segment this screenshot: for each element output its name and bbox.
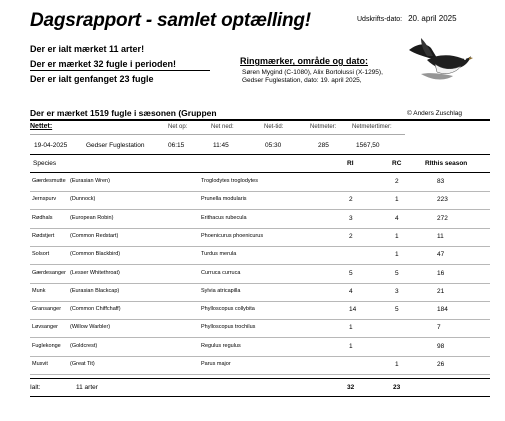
species-latin-name: Regulus regulus (201, 342, 241, 349)
species-english-name: (Lesser Whitethroat) (70, 269, 120, 276)
species-english-name: (Common Blackbird) (70, 251, 121, 258)
rc-count: 4 (395, 214, 399, 222)
totals-rc: 23 (393, 384, 401, 391)
net-date: 19-04-2025 (34, 142, 68, 149)
ri-count: 5 (349, 269, 353, 277)
net-up-header: Net op: (168, 124, 188, 130)
species-english-name: (Great Tit) (70, 361, 95, 367)
species-danish-name: Gærdesanger (32, 269, 66, 276)
ri-count: 1 (349, 342, 353, 350)
net-time-header: Net-tid: (264, 124, 284, 130)
net-up-value: 06:15 (168, 142, 185, 149)
summary-recaptured: Der er ialt genfanget 23 fugle (30, 74, 154, 84)
col-species: Species (33, 160, 57, 167)
ri-count: 3 (349, 214, 353, 222)
rc-count: 5 (395, 269, 399, 277)
species-danish-name: Fuglekonge (32, 342, 61, 349)
species-danish-name: Rødstjert (32, 232, 55, 239)
net-down-header: Net ned: (211, 124, 234, 130)
rc-count: 1 (395, 361, 399, 368)
net-time-value: 05:30 (265, 142, 282, 149)
ri-count: 1 (349, 324, 353, 332)
ri-count: 14 (349, 306, 357, 314)
season-count: 11 (437, 232, 444, 240)
species-english-name: (Eurasian Wren) (70, 178, 110, 184)
table-row-divider (30, 301, 490, 302)
species-danish-name: Gærdesmutte (32, 178, 66, 184)
table-row-divider (30, 337, 490, 338)
ringers-heading: Ringmærker, område og dato: (240, 56, 369, 66)
species-english-name: (Eurasian Blackcap) (70, 287, 120, 294)
print-date (357, 14, 457, 23)
table-row-divider (30, 374, 490, 375)
print-date-label: Udskrifts-dato: (357, 16, 403, 23)
rc-count: 1 (395, 196, 399, 204)
species-latin-name: Prunella modularis (201, 196, 247, 203)
table-row-divider (30, 228, 490, 229)
net-label: Nettet: (30, 123, 53, 130)
season-count: 21 (437, 287, 445, 295)
species-latin-name: Turdus merula (201, 251, 237, 258)
species-english-name: (Goldcrest) (70, 342, 98, 349)
bird-logo-icon (407, 36, 473, 86)
species-danish-name: Løvsanger (32, 324, 58, 331)
totals-label: Ialt: (30, 384, 41, 391)
season-count: 26 (437, 361, 445, 368)
species-danish-name: Jernspurv (32, 196, 57, 203)
net-meter-header: Netmeter: (310, 124, 337, 130)
species-latin-name: Phylloscopus trochilus (201, 324, 256, 331)
table-header-divider (30, 172, 490, 173)
rc-count: 5 (395, 306, 399, 314)
summary-species: Der er ialt mærket 11 arter! (30, 44, 145, 54)
species-english-name: (European Robin) (70, 214, 114, 221)
species-latin-name: Phylloscopus collybita (201, 306, 255, 313)
summary-marked: Der er mærket 32 fugle i perioden! (30, 59, 177, 69)
totals-species-count: 11 arter (76, 384, 98, 391)
section-divider (30, 119, 490, 121)
species-danish-name: Rødhals (32, 214, 53, 221)
rc-count: 2 (395, 178, 399, 185)
table-row-divider (30, 191, 490, 192)
ri-count: 2 (349, 232, 353, 240)
totals-bottom-divider (30, 396, 490, 397)
net-meter-value: 285 (318, 142, 329, 149)
rc-count: 1 (395, 251, 399, 259)
net-divider (30, 154, 490, 155)
species-english-name: (Common Chiffchaff) (70, 306, 121, 313)
species-danish-name: Musvit (32, 361, 48, 367)
net-place: Gedser Fuglestation (86, 142, 145, 149)
species-danish-name: Solsort (32, 251, 50, 258)
season-count: 7 (437, 324, 441, 332)
col-rc: RC (392, 160, 402, 167)
season-count: 98 (437, 342, 445, 350)
species-latin-name: Troglodytes troglodytes (201, 178, 258, 184)
season-count: 83 (437, 178, 445, 185)
species-latin-name: Phoenicurus phoenicurus (201, 232, 264, 239)
ri-count: 2 (349, 196, 353, 204)
species-latin-name: Sylvia atricapilla (201, 287, 241, 294)
report-title: Dagsrapport - samlet optælling! (30, 10, 311, 31)
species-danish-name: Munk (32, 287, 46, 294)
season-count: 223 (437, 196, 448, 204)
season-count: 184 (437, 306, 448, 314)
season-count: 272 (437, 214, 448, 222)
summary-divider (30, 70, 210, 71)
species-danish-name: Gransanger (32, 306, 62, 313)
table-row-divider (30, 283, 490, 284)
species-latin-name: Parus major (201, 361, 231, 367)
ri-count: 4 (349, 287, 353, 295)
print-date-value: 20. april 2025 (408, 14, 457, 23)
season-count: 47 (437, 251, 445, 259)
table-row-divider (30, 264, 490, 265)
rc-count: 3 (395, 287, 399, 295)
totals-divider (30, 378, 490, 379)
rc-count: 1 (395, 232, 399, 240)
net-meter-hours-header: Netmetertimer: (352, 124, 392, 130)
season-count: 16 (437, 269, 445, 277)
net-down-value: 11:45 (213, 142, 229, 149)
table-row-divider (30, 246, 490, 247)
species-english-name: (Willow Warbler) (70, 324, 111, 331)
copyright: © Anders Zuschlag (407, 110, 463, 117)
net-meter-hours-value: 1567,50 (356, 142, 380, 149)
species-latin-name: Erithacus rubecula (201, 214, 247, 221)
ringers-text: Søren Mygind (C-1080), Alix Bortolussi (X-1295), Gedser Fuglestation, dato: 19. april 2025, (242, 69, 383, 84)
net-header-divider (30, 134, 405, 135)
table-row-divider (30, 356, 490, 357)
species-english-name: (Common Redstart) (70, 232, 119, 239)
season-total: Der er mærket 1519 fugle i sæsonen (Gruppen (30, 108, 217, 118)
table-row-divider (30, 319, 490, 320)
table-row-divider (30, 209, 490, 210)
totals-ri: 32 (347, 384, 355, 391)
col-ri: RI (347, 160, 354, 167)
species-english-name: (Dunnock) (70, 196, 96, 203)
col-season: RIthis season (425, 160, 468, 167)
species-latin-name: Curruca curruca (201, 269, 241, 276)
